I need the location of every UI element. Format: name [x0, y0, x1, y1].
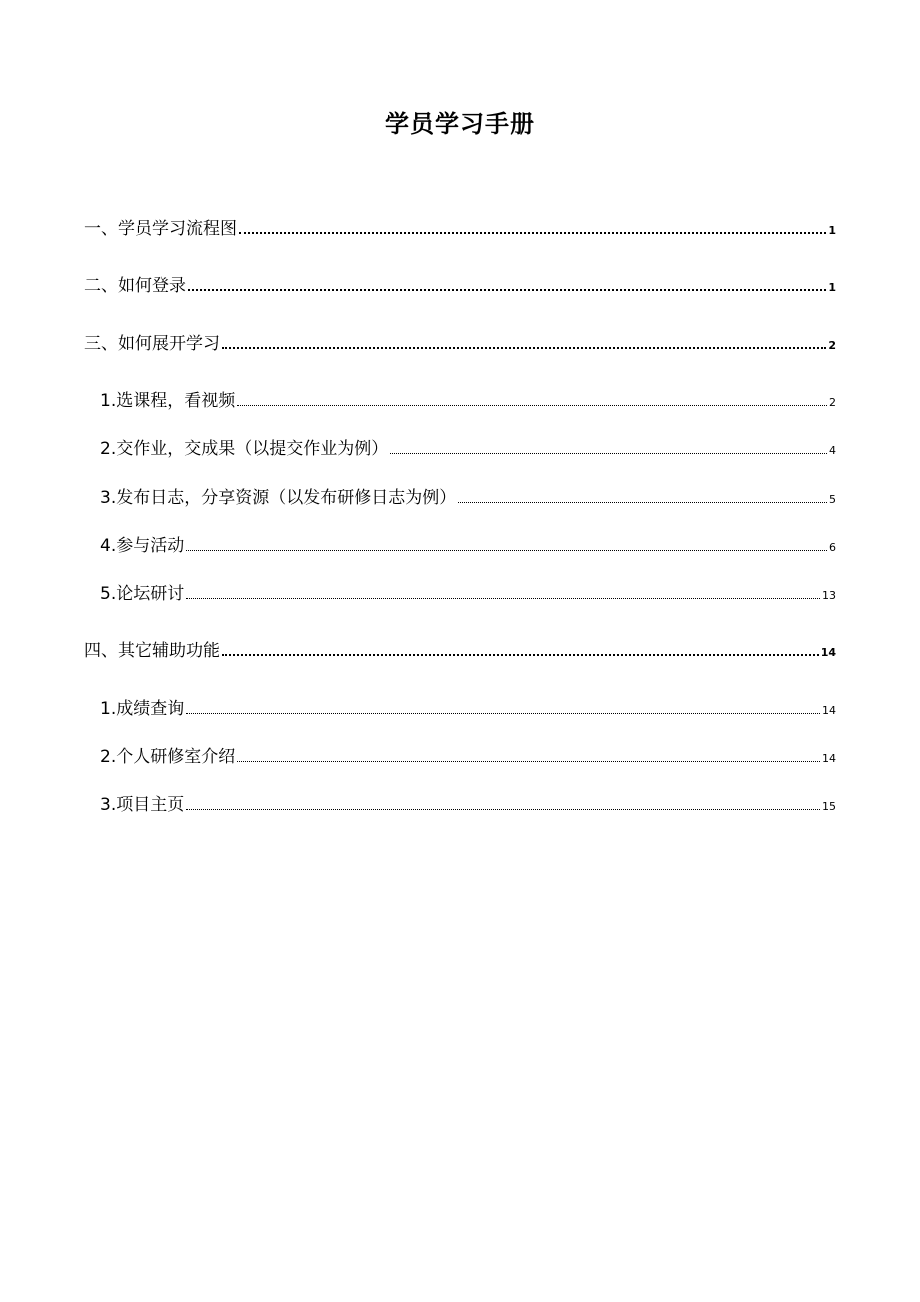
toc-entry-start-learning[interactable]	[84, 330, 836, 358]
toc-entry-other-functions[interactable]	[84, 637, 836, 665]
toc-entry-label: 一、学员学习流程图	[84, 219, 237, 239]
dot-leader	[222, 653, 819, 656]
toc-page-number: 5	[829, 493, 836, 506]
toc-entry-label: 2.个人研修室介绍	[100, 747, 236, 767]
dot-leader	[188, 288, 826, 291]
toc-page-number: 1	[828, 281, 836, 294]
toc-entry-label: 3.项目主页	[100, 795, 185, 815]
dot-leader	[237, 404, 827, 406]
toc-entry-publish-log[interactable]	[100, 484, 836, 512]
toc-entry-project-home[interactable]	[100, 791, 836, 819]
toc-entry-label: 5.论坛研讨	[100, 584, 185, 604]
dot-leader	[239, 231, 826, 234]
toc-entry-select-course[interactable]	[100, 387, 836, 415]
toc-page-number: 13	[822, 589, 836, 602]
toc-page-number: 2	[828, 339, 836, 352]
toc-page-number: 15	[822, 800, 836, 813]
toc-entry-submit-homework[interactable]	[100, 435, 836, 463]
toc-page-number: 4	[829, 444, 836, 457]
toc-entry-label: 4.参与活动	[100, 536, 185, 556]
toc-entry-label: 三、如何展开学习	[84, 334, 220, 354]
document-title: 学员学习手册	[385, 110, 535, 138]
toc-entry-label: 二、如何登录	[84, 276, 186, 296]
dot-leader	[237, 760, 820, 762]
dot-leader	[186, 712, 820, 714]
toc-entry-grades[interactable]	[100, 695, 836, 723]
dot-leader	[186, 808, 820, 810]
toc-page-number: 14	[820, 646, 836, 659]
dot-leader	[222, 346, 826, 349]
toc-entry-label: 1.成绩查询	[100, 699, 185, 719]
toc-entry-label: 3.发布日志，分享资源（以发布研修日志为例）	[100, 488, 457, 508]
dot-leader	[186, 549, 827, 551]
dot-leader	[390, 452, 827, 454]
toc-page-number: 2	[829, 396, 836, 409]
dot-leader	[186, 597, 820, 599]
toc-entry-label: 1.选课程，看视频	[100, 391, 236, 411]
toc-entry-personal-room[interactable]	[100, 743, 836, 771]
toc-entry-forum[interactable]	[100, 580, 836, 608]
toc-entry-flowchart[interactable]	[84, 215, 836, 243]
toc-page-number: 6	[829, 541, 836, 554]
toc-entry-login[interactable]	[84, 272, 836, 300]
toc-entry-join-activity[interactable]	[100, 532, 836, 560]
toc-entry-label: 2.交作业，交成果（以提交作业为例）	[100, 439, 389, 459]
toc-entry-label: 四、其它辅助功能	[84, 641, 220, 661]
toc-page-number: 14	[822, 752, 836, 765]
toc-page-number: 1	[828, 224, 836, 237]
dot-leader	[458, 501, 827, 503]
toc-page-number: 14	[822, 704, 836, 717]
